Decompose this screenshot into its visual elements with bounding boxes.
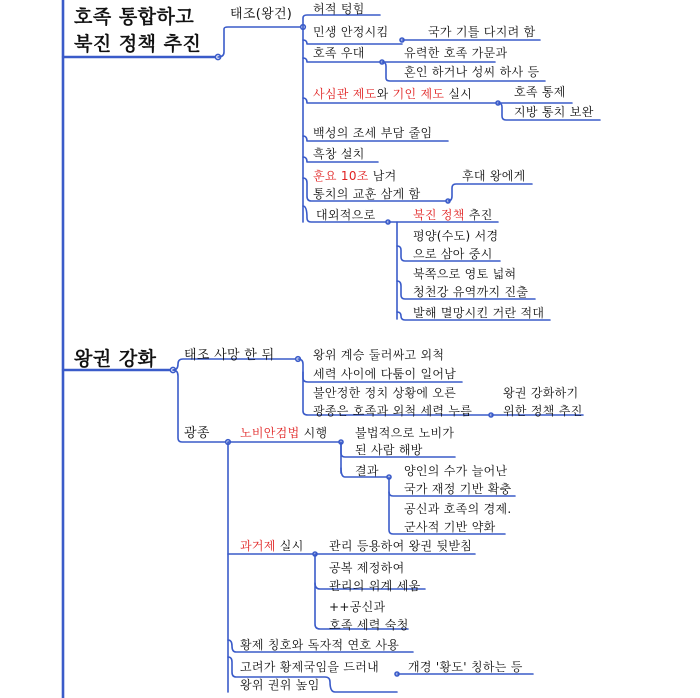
node-gwangjong: 광종 <box>184 426 210 441</box>
item-tongchi-gyohun: 통치의 교훈 삼게 함 <box>313 187 421 201</box>
sasimgwan-conj: 와 <box>376 87 393 101</box>
hunyo-label: 훈요 10조 <box>313 169 369 183</box>
item-gwanri-deungyong: 관리 등용하여 왕권 뒷받침 <box>329 539 473 553</box>
item-hojok-tongje: 호족 통제 <box>514 85 566 99</box>
section2-title: 왕권 강화 <box>74 348 157 370</box>
item-wangwi-1: 왕위 계승 둘러싸고 외척 <box>313 348 445 362</box>
item-yangin-1: 양인의 수가 늘어난 <box>404 464 508 478</box>
item-gongsin-1: 공신과 호족의 경제. <box>404 502 512 516</box>
item-hwangjeguk-1: 고려가 황제국임을 드러내 <box>240 660 380 674</box>
item-wanggwon-1: 왕권 강화하기 <box>503 386 579 400</box>
item-minsaeng: 민생 안정시킴 <box>313 25 389 39</box>
item-hwangje-chingho: 황제 칭호와 독자적 연호 사용 <box>240 638 400 652</box>
item-bukjjok-1: 북쪽으로 영토 넓혀 <box>413 267 517 281</box>
item-bukjin <box>413 207 493 223</box>
item-bukjjok-2: 청천강 유역까지 진출 <box>413 285 529 299</box>
item-wangwi-2: 세력 사이에 다툼이 일어남 <box>313 367 457 381</box>
item-hunyo <box>313 168 397 184</box>
nobi-label: 노비안검법 <box>240 426 300 440</box>
item-josse: 백성의 조세 부담 줄임 <box>313 126 433 140</box>
item-gongsin-2: 군사적 기반 약화 <box>404 520 496 534</box>
item-sukcheong-2: 호족 세력 숙청 <box>329 618 409 632</box>
item-heukchang: 흑창 설치 <box>313 147 365 161</box>
item-gyeolgwa: 결과 <box>355 464 379 478</box>
item-hwangjeguk-2: 왕위 권위 높임 <box>240 678 320 692</box>
item-gongbok-1: 공복 제정하여 <box>329 561 405 575</box>
item-jibang-tongchi: 지방 통치 보완 <box>514 105 594 119</box>
item-gukga-gitul: 국가 기틀 다지려 함 <box>428 25 536 39</box>
item-gaegyeong: 개경 '황도' 칭하는 등 <box>408 660 523 674</box>
section1-title-line2: 북진 정책 추진 <box>74 33 202 55</box>
bukjin-label: 북진 정책 <box>413 208 465 222</box>
item-yuryeok-hojok: 유력한 호족 가문과 <box>404 46 508 60</box>
item-hudae-wang: 후대 왕에게 <box>462 169 526 183</box>
item-bulbeop-2: 된 사람 해방 <box>355 443 423 457</box>
sasimgwan-tail: 실시 <box>444 87 473 101</box>
gwageo-label: 과거제 <box>240 539 276 553</box>
node-taejo-death: 태조 사망 한 뒤 <box>184 348 275 363</box>
item-daeoe: 대외적으로 <box>316 208 376 222</box>
nobi-tail: 시행 <box>299 426 328 440</box>
item-sasimgwan-giin <box>313 86 472 102</box>
item-balhae: 발해 멸망시킨 거란 적대 <box>413 306 545 320</box>
item-bulanjeong-1: 불안정한 정치 상황에 오른 <box>313 386 457 400</box>
item-wanggwon-2: 위한 정책 추진 <box>503 404 583 418</box>
bukjin-tail: 추진 <box>464 208 493 222</box>
item-honin: 혼인 하거나 성씨 하사 등 <box>404 65 540 79</box>
item-yangin-2: 국가 재정 기반 확충 <box>404 482 512 496</box>
item-pyeongyang-2: 으로 삼아 중시 <box>413 247 493 261</box>
item-nobi-angeom <box>240 425 327 441</box>
item-gongbok-2: 관리의 위계 세움 <box>329 579 421 593</box>
hunyo-tail: 남겨 <box>368 169 397 183</box>
sasimgwan-label: 사심관 제도 <box>313 87 377 101</box>
item-bulanjeong-2: 광종은 호족과 외척 세력 누름 <box>313 404 473 418</box>
node-taejo: 태조(왕건) <box>230 7 293 22</box>
item-gwageo <box>240 538 304 554</box>
item-heojeok: 허적 텅힘 <box>313 2 365 16</box>
giin-label: 기인 제도 <box>392 87 445 101</box>
item-sukcheong-1: ++공신과 <box>329 600 386 614</box>
section1-title-line1: 호족 통합하고 <box>74 6 195 28</box>
item-pyeongyang-1: 평양(수도) 서경 <box>413 229 499 243</box>
item-hojok-udae: 호족 우대 <box>313 46 365 60</box>
item-bulbeop-1: 불법적으로 노비가 <box>355 426 455 440</box>
gwageo-tail: 실시 <box>275 539 304 553</box>
